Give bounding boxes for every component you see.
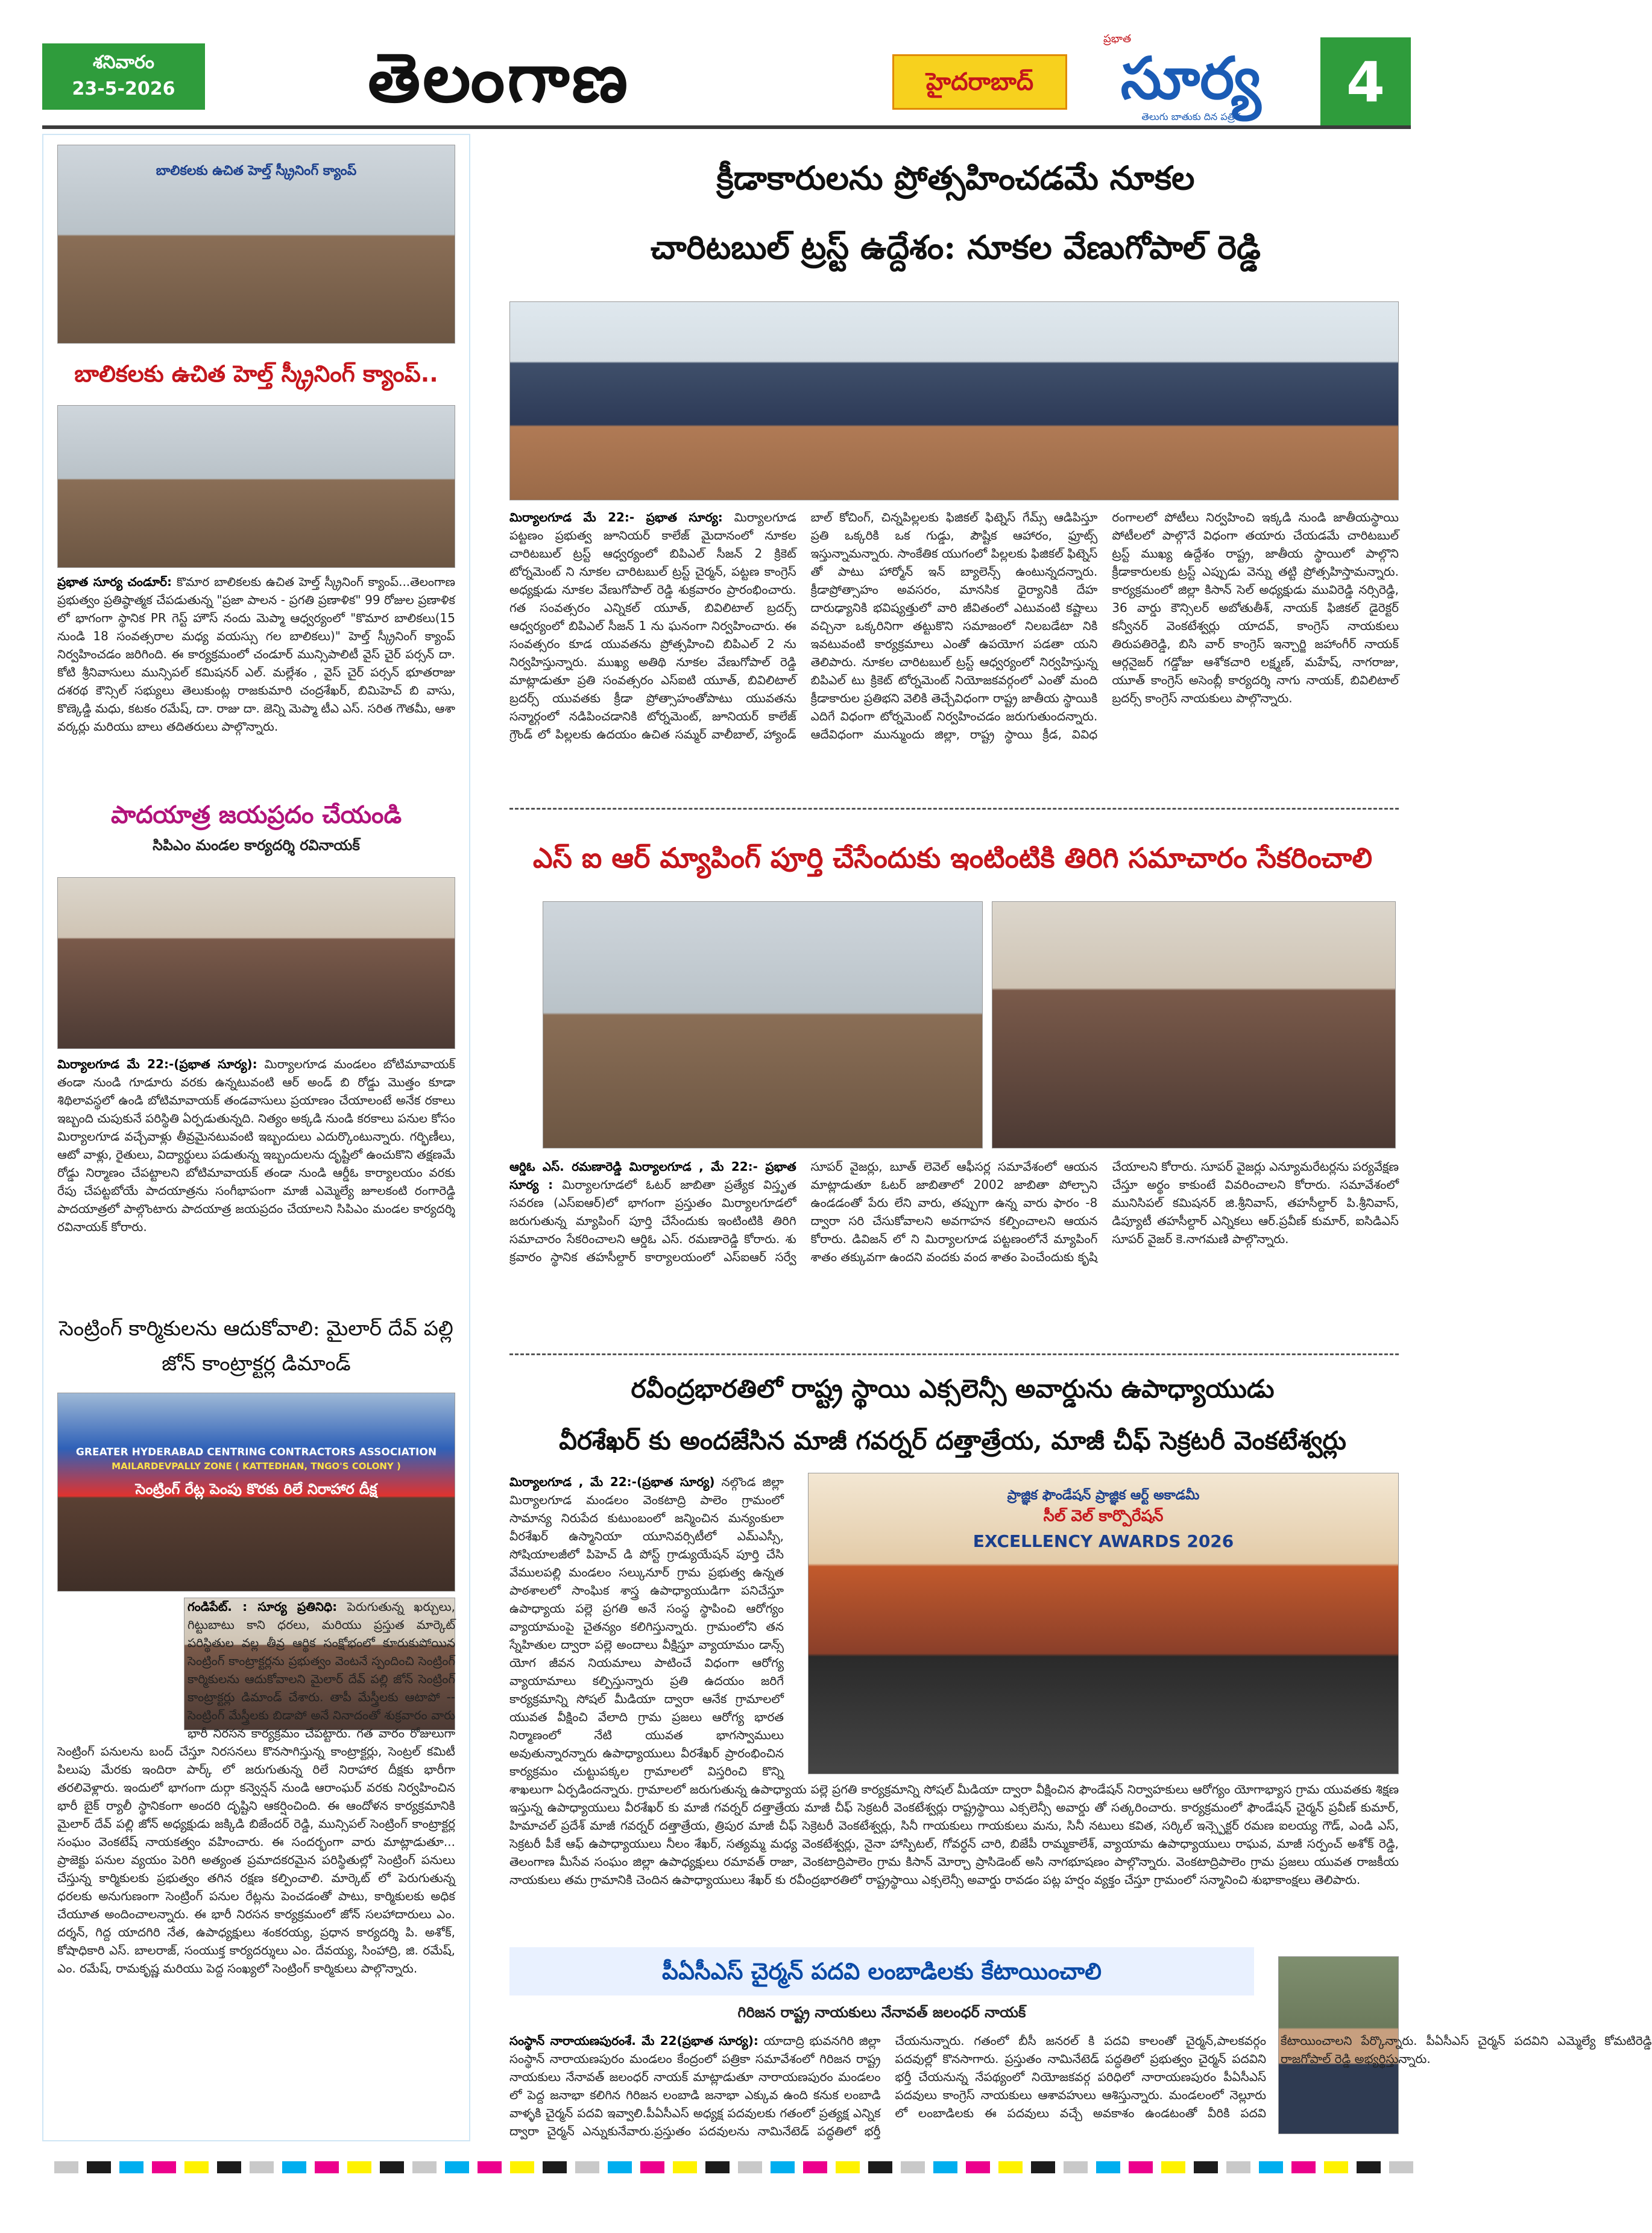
award-body [509, 1473, 1399, 1943]
pacs-headline-box [509, 1947, 1254, 1995]
brand-tagline: తెలుగు బాతుకు దిన పత్రిక [1141, 111, 1240, 122]
story1-dateline: ప్రభాత సూర్య చండూర్: [57, 575, 172, 589]
pacs-text: యాదాద్రి భువనగిరి జిల్లా సంస్థాన్ నారాయణపురం మండలం కేంద్రంలో పత్రికా సమావేశంలో గిరిజన రాష్ట్ర నాయకులు నేనావత్ జలంధర్ నాయక్ మాట్లాడుతూ నారాయణపురం మండలం లో పెద్ద జనాభా కలిగిన గిరిజన లంబాడి జనాభా ఎక్కువ ఉంది కనుక లంబాడి వాళ్ళకి చైర్మన్ పదవి ఇవ్వాలి.పీఏసీఎస్ అధ్యక్ష పదవులకు గతంలో ప్రత్యక్ష ఎన్నిక ద్వారా చైర్మన్ ఎన్నుకునేవారు.ప్రస్తుతం పదవులను నామినేటెడ్ పద్ధతిలో భర్తీ చేయనున్నారు. గతంలో బీసీ జనరల్ కి పదవి కాలంతో చైర్మన్,పాలకవర్గం పదవుల్లో కొనసాగారు. ప్రస్తుతం నామినేటెడ్ పద్ధతిలో ప్రభుత్వం చైర్మన్ పదవిని భర్తీ చేయనున్న నేపథ్యంలో నియోజకవర్గ పరిధిలో నారాయణపురం పీఏసీఎస్ పదవులు కాంగ్రెస్ నాయకులు ఆశావహులు ఆశిస్తున్నారు. మండలంలో నెల్లూరు లో లంబాడిలకు ఈ పదవులు వచ్చే అవకాశం ఉండటంతో వీరికి పదవి కేటాయించాలని పేర్కొన్నారు. పీఏసీఎస్ చైర్మన్ పదవిని ఎమ్మెల్యే కోమటిరెడ్డి రాజగోపాల్ రెడ్డి అభ్యర్థిస్తున్నారు. [509, 2033, 1652, 2138]
date-label: 23-5-2026 [72, 78, 175, 99]
date-box [42, 43, 205, 110]
pacs-subhead: గిరిజన రాష్ట్ర నాయకులు నేనావత్ జలంధర్ నాయక్ [737, 2004, 1026, 2021]
sir-body [509, 1157, 1399, 1350]
pacs-headline: పీఏసీఎస్ చైర్మన్ పదవి లంబాడిలకు కేటాయించాలి [662, 1958, 1102, 1985]
award-headline-line1: రవీంద్రభారతిలో రాష్ట్ర స్థాయి ఎక్సలెన్సీ అవార్డును ఉపాధ్యాయుడు [631, 1374, 1275, 1403]
story3-body [57, 1598, 455, 2128]
award-headline-line2: వీరశేఖర్ కు అందజేసిన మాజీ గవర్నర్ దత్తాత్రేయ, మాజీ చీఫ్ సెక్రటరీ వెంకటేశ్వర్లు [559, 1426, 1346, 1455]
pacs-dateline: సంస్థాన్ నారాయణపురంశే. మే 22(ప్రభాత సూర్య): [509, 2033, 758, 2048]
cricket-tournament-photo [509, 301, 1399, 500]
sir-headline: ఎస్ ఐ ఆర్ మ్యాపింగ్ పూర్తి చేసేందుకు ఇంటింటికి తిరిగి సమాచారం సేకరించాలి [532, 842, 1373, 874]
health-camp-photo-1 [57, 145, 455, 344]
story2-dateline: మిర్యాలగూడ మే 22:-(ప్రభాత సూర్య): [57, 1057, 257, 1071]
banner-line-3: సెంట్రింగ్ రేట్ల పెంపు కొరకు రిలే నిరాహార దీక్ష [135, 1481, 377, 1498]
brand-top: ప్రభాత [1103, 33, 1132, 45]
story2-headline: పాదయాత్ర జయప్రదం చేయండి [110, 801, 402, 829]
sir-text: మిర్యాలగూడలో ఓటర్ జాబితా ప్రత్యేక విస్తృత సవరణ (ఎస్ఐఆర్)లో భాగంగా ప్రస్తుతం మిర్యాలగూడలో జరుగుతున్న మ్యాపింగ్ పూర్తి చేసేందుకు ఇంటింటికి తిరిగి సమాచారం సేకరించాలని ఆర్డిఓ ఎస్. రమణారెడ్డి కోరారు. శు క్రవారం స్థానిక తహసీల్దార్ కార్యాలయంలో ఎస్ఐఆర్ సర్వే సూపర్ వైజర్లు, బూత్ లెవెల్ ఆఫీసర్ల సమావేశంలో ఆయన మాట్లాడుతూ ఓటర్ జాబితాలో 2002 జాబితా పోల్చాని ఉండడంతో పేరు లేని వారు, తప్పుగా ఉన్న వారు ఫారం -8 ద్వారా సరి చేసుకోవాలని అవగాహన కల్పించాలని ఆయన కోరారు. డివిజన్ లో ని మిర్యాలగూడ పట్టణంలోనే మ్యాపింగ్ శాతం తక్కువగా ఉందని వందకు వంద శాతం పెంచేందుకు కృషి చేయాలని కోరారు. సూపర్ వైజర్లు ఎన్యూమరేటర్లను పర్యవేక్షణ చేస్తూ అర్థం కాకుంటే వివరించాలని కోరారు. సమావేశంలో మునిసిపల్ కమిషనర్ జి.శ్రీనివాస్, తహసీల్దార్ పి.శ్రీనివాస్, డిప్యూటీ తహసీల్దార్ ఎన్నికలు ఆర్.ప్రవీణ్ కుమార్, ఐసిడిఎస్ సూపర్ వైజర్ కె.నాగమణి పాల్గొన్నారు. [509, 1159, 1399, 1264]
award-banner-text-2: సీల్ వెల్ కార్పొరేషన్ [1043, 1507, 1164, 1525]
centring-banner-photo [57, 1393, 455, 1592]
award-photo-spacer [796, 1473, 1399, 1780]
pacs-body [509, 2032, 1652, 2140]
award-banner-text-3: EXCELLENCY AWARDS 2026 [973, 1531, 1234, 1551]
story2-subhead: సిపిఎం మండల కార్యదర్శి రవినాయక్ [153, 837, 360, 854]
health-camp-photo-2 [57, 405, 455, 568]
award-banner-text: ప్రాజ్ఞిక ఫౌండేషన్ ప్రాజ్ఞిక ఆర్ట్ అకాడమీ [1007, 1488, 1200, 1503]
section-title: తెలంగాణ [368, 39, 630, 118]
story1-body [57, 573, 455, 784]
story1-text: కొమార బాలికలకు ఉచిత హెల్త్ స్క్రీనింగ్ క్యాంప్...తెలంగాణ ప్రభుత్వం ప్రతిష్ఠాత్మక చేపడుతున్న "ప్రజా పాలన - ప్రగతి ప్రణాళిక" 99 రోజుల ప్రణాళిక లో భాగంగా స్థానిక PR గెస్ట్ హౌస్ నందు మెప్మా ఆధ్వర్యంలో "కొమార బాలికలు(15 నుండి 18 సంవత్సరాల మధ్య వయస్సు గల బాలికలు)" హెల్త్ స్క్రీనింగ్ క్యాంప్ నిర్వహించడం జరిగింది. ఈ కార్యక్రమంలో చండూర్ మున్సిపాలిటీ వైస్ చైర్ పర్సన్ దా. కోటి శ్రీనివాసులు మున్సిపల్ కమిషనర్ ఎల్. మల్లేశం , వైస్ చైర్ పర్సన్ భూతరాజు దశరథ కౌన్సిల్ సభ్యులు తెలుకుంట్ల రాజకుమారి చంద్రశేఖర్, బిమిహెచ్ బి వాసు, కొణ్కెడ్డి మధు, కటకం రమేష్, దా. రాజు దా. జెన్ని మెప్మా టీఎ ఎస్. సరిత గౌతమీ, ఆశా వర్కర్లు మరియు బాలు తదితరులు పాల్గొన్నారు. [57, 575, 455, 734]
sir-meeting-photo-2 [992, 901, 1396, 1148]
lead-body [509, 508, 1399, 804]
story3-dateline: గండిపేట్. : సూర్య ప్రతినిధి: [188, 1599, 338, 1614]
separator-1 [509, 808, 1399, 810]
story2-text: మిర్యాలగూడ మండలం బోటిమావాయక్ తండా నుండి గూడూరు వరకు ఉన్నటువంటి ఆర్ అండ్ బి రోడ్డు మొత్తం కూడా శిథిలావస్థలో ఉండి బోటిమావాయక్ తండవాసులు ప్రయాణం చేయాలంటే అనేక రకాలు ఇబ్బంది చుపుకునే పరిస్థితి ఏర్పడుతున్నది. నిత్యం అక్కడి నుండి కరకాలు పనుల కోసం మిర్యాలగూడ వచ్చేవాళ్లు తీవ్రమైనటువంటి ఇబ్బందులు ఎదుర్కొంటున్నారు. గర్భిణీలు, ఆటో వాళ్లు, రైతులు, విద్యార్థులు పడుతున్న ఇబ్బందులను దృష్టిలో ఉంచుకొని తక్షణమే రోడ్డు నిర్మాణం చేపట్టాలని బోటిమావాయక్ తండా నుండి ఆర్డీఓ కార్యాలయం వరకు రేపు చేపట్టబోయే పాదయాత్రను సంగీభాపంగా మాజీ ఎమ్మెల్యే జూలకంటి రంగారెడ్డి పాదయాత్రలో పాల్గొంటారు పాదయాత్ర జయప్రదం చేయాలని సిపిఎం మండల కార్యదర్శి రవినాయక్ కోరారు. [57, 1057, 455, 1234]
sir-dateline: ఆర్డిఓ ఎస్. రమణారెడ్డి మిర్యాలగూడ , మే 22:- ప్రభాత సూర్య : [509, 1159, 796, 1192]
city-label: హైదరాబాద్ [892, 54, 1067, 110]
story1-headline: బాలికలకు ఉచిత హెల్త్ స్క్రీనింగ్ క్యాంప్.. [74, 361, 438, 387]
brand-name: సూర్య [1120, 44, 1261, 112]
sir-meeting-photo-1 [543, 901, 983, 1148]
separator-2 [509, 1353, 1399, 1355]
lead-dateline: మిర్యాలగూడ మే 22:- ప్రభాత సూర్య: [509, 510, 723, 524]
story3-float-spacer [57, 1598, 184, 1731]
day-label: శనివారం [93, 52, 154, 73]
story3-text: పెరుగుతున్న ఖర్చులు, గిట్టుబాటు కాని ధరలు, మరియు ప్రస్తుత మార్కెట్ పరిస్థితుల వల్ల తీవ్ర ఆర్థిక సంక్షోభంలో కూరుకుపోయిన సెంట్రింగ్ కాంట్రాక్టర్లను ప్రభుత్వం వెంటనే స్పందించి సెంట్రింగ్ కార్మికులను ఆదుకోవాలని మైలార్ దేవ్ పల్లి జోన్ సెంట్రింగ్ కాంట్రాక్టర్లు డిమాండ్ చేశారు. తాపీ మేస్త్రీలకు ఆటాపో -- సెంట్రింగ్ మేస్త్రీలకు బిడాపో అనే నినాదంతో శుక్రవారం వారు భారీ నిరసన కార్యక్రమం చేపట్టారు. గత వారం రోజులుగా సెంట్రింగ్ పనులను బంద్ చేస్తూ నిరసనలు కొనసాగిస్తున్న కాంట్రాక్టర్లు, సెంట్రల్ కమిటీ పిలుపు మేరకు ఇందిరా పార్క్ లో జరుగుతున్న రిలే నిరాహార దీక్షకు భారీగా తరలివెళ్లారు. ఇందులో భాగంగా దుర్గా కన్వెన్షన్ నుండి ఆరాంఘర్ వరకు నిర్వహించిన భారీ బైక్ ర్యాలీ స్థానికంగా అందరి దృష్టిని ఆకర్షించింది. ఈ ఆందోళన కార్యక్రమానికి మైలార్ దేవ్ పల్లి జోన్ అధ్యక్షుడు జక్కిడి బిజేందర్ రెడ్డి, మున్సిపల్ సెంట్రింగ్ కాంట్రాక్టర్ల సంఘం వెంకటేష్ నాయకత్వం వహించారు. ఈ సందర్భంగా వారు మాట్లాడుతూ... ప్రాజెక్టు పనుల వ్యయం పెరిగి అత్యంత ప్రమాదకరమైన పరిస్థితుల్లో సెంట్రింగ్ పనులు చేస్తున్న కార్మికులకు ప్రభుత్వం తగిన రక్షణ కల్పించాలి. మార్కెట్ లో పెరుగుతున్న ధరలకు అనుగుణంగా సెంట్రింగ్ పనుల రేట్లను పెంచడంతో పాటు, కార్మికులకు అధిక చేయూత అందించాలన్నారు. ఈ భారీ నిరసన కార్యక్రమంలో జోన్ సలహాదారులు ఎం. దర్శన్, గిద్ద యాదగిరి నేత, ఉపాధ్యక్షులు శంకరయ్య, ప్రధాన కార్యదర్శి పి. అశోక్, కోషాధికారి ఎస్. బాలరాజ్, సంయుక్త కార్యదర్శులు ఎం. దేవయ్య, సింహాద్రి, జి. రమేష్, ఎం. రమేష్, రామకృష్ణ మరియు పెద్ద సంఖ్యలో సెంట్రింగ్ కార్మికులు పాల్గొన్నారు. [57, 1599, 455, 1976]
page-number: 4 [1320, 37, 1411, 128]
award-dateline: మిర్యాలగూడ , మే 22:-(ప్రభాత సూర్య) [509, 1475, 715, 1489]
lead-text: మిర్యాలగూడ పట్టణం ప్రభుత్వ జూనియర్ కాలేజ్ మైదానంలో నూకల చారిటబుల్ ట్రస్ట్ ఆధ్వర్యంలో బిపిఎల్ సీజన్ 2 క్రికెట్ టోర్నమెంట్ ని నూకల చారిటబుల్ ట్రస్ట్ చైర్మన్, పట్టణ కాంగ్రెస్ అధ్యక్షుడు నూకల వేణుగోపాల్ రెడ్డి శుక్రవారం ప్రారంభించారు. గత సంవత్సరం ఎన్నికల్ యూత్, బివిలిటాల్ బ్రదర్స్ ఆధ్వర్యంలో బిపిఎల్ సీజన్ 1 ను ఘనంగా నిర్వహించారు. ఈ సంవత్సరం కూడ యువతను ప్రోత్సహించి బిపిఎల్ 2 ను నిర్వహిస్తున్నారు. ముఖ్య అతిథి నూకల వేణుగోపాల్ రెడ్డి మాట్లాడుతూ ప్రతి సంవత్సరం ఎస్ఐటి యూత్, బివిలిటాల్ బ్రదర్స్ యువతకు క్రీడా ప్రోత్సాహంతోపాటు యువతను సన్మార్గంలో నడిపించడానికి టోర్నమెంట్, జూనియర్ కాలేజ్ గ్రౌండ్ లో పిల్లలకు ఉదయం ఉచిత సమ్మర్ వాలీబాల్, హ్యాండ్ బాల్ కోచింగ్, చిన్నపిల్లలకు ఫిజికల్ ఫిట్నెస్ గేమ్స్ ఆడిపిస్తూ ప్రతి ఒక్కరికి ఒక గుడ్డు, పౌష్టిక ఆహారం, ఫ్రూట్స్ ఇస్తున్నామన్నారు. సాంకేతిక యుగంలో పిల్లలకు ఫిజికల్ ఫిట్నెస్ తో పాటు హార్మోన్ ఇన్ బ్యాలెన్స్ ఉంటున్నదన్నారు. క్రీడాప్రోత్సాహం అవసరం, మానసిక ధైర్యానికి దేహ దారుఢ్యానికి భవిష్యత్తులో వారి జీవితంలో ఎటువంటి కష్టాలు వచ్చినా ఒక్కరినిగా తట్టుకొని సమాజంలో నిలబడేటా నికి ఇవటువంటి కార్యక్రమాలు ఎంతో ఉపయోగ పడతా యని తెలిపారు. నూకల చారిటబుల్ ట్రస్ట్ ఆధ్వర్యంలో నిర్వహిస్తున్న బిపిఎల్ టు క్రికెట్ టోర్నమెంట్ నియోజకవర్గంలో ఎంతో మంది క్రీడాకారుల ప్రతిభని వెలికి తెచ్చేవిధంగా రాష్ట్ర జాతీయ స్థాయికి ఎదిగే విధంగా టోర్నమెంట్ నిర్వహించడం జరుగుతుందన్నారు. ఆదేవిధంగా మున్ముందు జిల్లా, రాష్ట్ర స్థాయి క్రీడ, వివిధ రంగాలలో పోటీలు నిర్వహించి ఇక్కడి నుండి జాతీయస్థాయి పోటీలలో పాల్గొనే విధంగా తయారు చేయడమే చారిటబుల్ ట్రస్ట్ ముఖ్య ఉద్దేశం రాష్ట్ర, జాతీయ స్థాయిలో పాల్గొని క్రీడాకారులకు ట్రస్ట్ ఎప్పుడు వెన్ను తట్టి ప్రోత్సహిస్తామన్నారు. కార్యక్రమంలో జిల్లా కిసాన్ సెల్ అధ్యక్షుడు మువిరెడ్డి నర్సిరెడ్డి, 36 వార్డు కౌన్సిలర్ అబోతుతీశ్, నాయక్ ఫిజికల్ డైరెక్టర్ కన్వీనర్ వెంకటేశ్వర్లు యాదవ్, కాంగ్రెస్ నాయకులు తిరుపతిరెడ్డి, బిసి వార్ కాంగ్రెస్ ఇన్చార్జి జహాంగీర్ నాయక్ ఆర్గనైజర్ గడ్డోజు ఆశోకచారి లక్ష్మణ్, మహేష్, నాగరాజు, యూత్ కాంగ్రెస్ అసెంబ్లీ కార్యదర్శి నాగు నాయక్, బివిలిటాల్ బ్రదర్స్ కాంగ్రెస్ నాయకులు పాల్గొన్నారు. [509, 510, 1399, 742]
lead-headline-line2: చారిటబుల్ ట్రస్ట్ ఉద్దేశం: నూకల వేణుగోపాల్ రెడ్డి [651, 228, 1261, 266]
award-text: నల్గొండ జిల్లా మిర్యాలగూడ మండలం వెంకటాద్రి పాలెం గ్రామంలో సామాన్య నిరుపేద కుటుంబంలో జన్మించిన మన్యంకులా వీరశేఖర్ ఉస్మానియా యూనివర్సిటీలో ఎమ్ఎస్సీ, సోషియాలజీలో పిహెచ్ డి పోస్ట్ గ్రాడ్యుయేషన్ పూర్తి చేసి వేములపల్లి మండలం సల్కునూర్ గ్రామ ప్రభుత్వ ఉన్నత పాఠశాలలో సాంఘిక శాస్త్ర ఉపాధ్యాయుడిగా పనిచేస్తూ ఉపాధ్యాయ పల్లె ప్రగతి అనే సంస్థ స్థాపించి ఆరోగ్యం వ్యాయామంపై చైతన్యం కలిగిస్తున్నారు. గ్రామంలోని తన స్నేహితుల ద్వారా పల్లె అందాలు వీక్షిస్తూ వ్యాయామం డాన్స్ యోగ జీవన నియమాలు పాటించే విధంగా ఆరోగ్య వ్యాయామాలు కల్పిస్తున్నారు ప్రతి ఉదయం జరిగే కార్యక్రమాన్ని సోషల్ మీడియా ద్వారా ఆనేక గ్రామాలలో యువత వీక్షించి వేలాది గ్రామ ప్రజలు ఆరోగ్య భారత నిర్మాణంలో నేటి యువత భాగస్వాములు అవుతున్నారన్నారు ఉపాధ్యాయులు వీరశేఖర్ ప్రారంభించిన కార్యక్రమం చుట్టుపక్కల గ్రామాలలో విస్తరించి కొన్ని శాఖలుగా ఏర్పడిందన్నారు. గ్రామాలలో జరుగుతున్న ఉపాధ్యాయ పల్లె ప్రగతి కార్యక్రమాన్ని సోషల్ మీడియా ద్వారా వీక్షించిన ఫౌండేషన్ నిర్వాహకులు ఆరోగ్యం యోగాభ్యాస గ్రామ యువతకు శిక్షణ ఇస్తున్న ఉపాధ్యాయులు వీరశేఖర్ కు మాజీ గవర్నర్ దత్తాత్రేయ మాజీ చీఫ్ సెక్రటరీ వెంకటేశ్వర్లు రాష్ట్రస్థాయి ఎక్సలెన్సీ అవార్డు తో సత్కరించారు. కార్యక్రమంలో ఫౌండేషన్ చైర్మన్ ప్రవీణ్ కుమార్, హిమాచల్ ప్రదేశ్ మాజీ గవర్నర్ దత్తాత్రేయ, త్రిపుర మాజీ చీఫ్ సెక్రెటరీ వెంకటేశ్వర్లు, సినీ గాయకులు గాయకులు మను, సినీ నటులు కవిత, సర్కిల్ ఇన్స్పెక్టర్ రమణ ఐలయ్య గౌడ్, ఎండి ఎస్, సెక్రటరీ పీకే ఆఫ్ ఉపాధ్యాయులు నీలం శేఖర్, సత్యమ్మ మధ్య వెంకటేశ్వర్లు, నైనా హాస్పిటల్, గోవర్ధన్ చారి, బిజేపీ రామ్మకాలేశ్, వ్యాయామ ఉపాధ్యాయులు రాఘవ, మాజీ సర్పంచ్ అశోక్ రెడ్డి, తెలంగాణ మీసేవ సంఘం జిల్లా ఉపాధ్యక్షులు రమావత్ రాజా, వెంకటాద్రిపాలెం గ్రామ కిసాన్ మోర్చా ప్రాసిడెంట్ అసి నాగభూషణం పాల్గొన్నారు. వెంకటాద్రిపాలెం గ్రామ ప్రజలు యువత రాజకీయ నాయకులు తమ గ్రామానికి చెందిన ఉపాధ్యాయులు శేఖర్ కు రవీంద్రభారతిలో రాష్ట్రస్థాయి ఎక్సలెన్సీ అవార్డు రావడం పట్ల హర్షం వ్యక్తం చేస్తూ గ్రామంలో సన్మానించి శుభాకాంక్షలు తెలిపారు. [509, 1475, 1399, 1887]
print-color-bar [54, 2161, 1399, 2176]
story2-body [57, 1055, 455, 1314]
padayatra-photo [57, 877, 455, 1049]
lead-headline-line1: క్రీడాకారులను ప్రోత్సహించడమే నూకల [716, 159, 1195, 197]
brand-logo [1091, 33, 1290, 124]
story3-headline: సెంట్రింగ్ కార్మికులను ఆదుకోవాలి: మైలార్ దేవ్ పల్లి జోన్ కాంట్రాక్టర్ల డిమాండ్ [59, 1317, 453, 1376]
banner-line-2: MAILARDEVPALLY ZONE ( KATTEDHAN, TNGO'S COLONY ) [112, 1461, 401, 1472]
health-banner-text: బాలికలకు ఉచిత హెల్త్ స్క్రీనింగ్ క్యాంప్ [156, 163, 357, 178]
banner-line-1: GREATER HYDERABAD CENTRING CONTRACTORS ASSOCIATION [75, 1446, 437, 1458]
masthead-rule [42, 125, 1411, 129]
